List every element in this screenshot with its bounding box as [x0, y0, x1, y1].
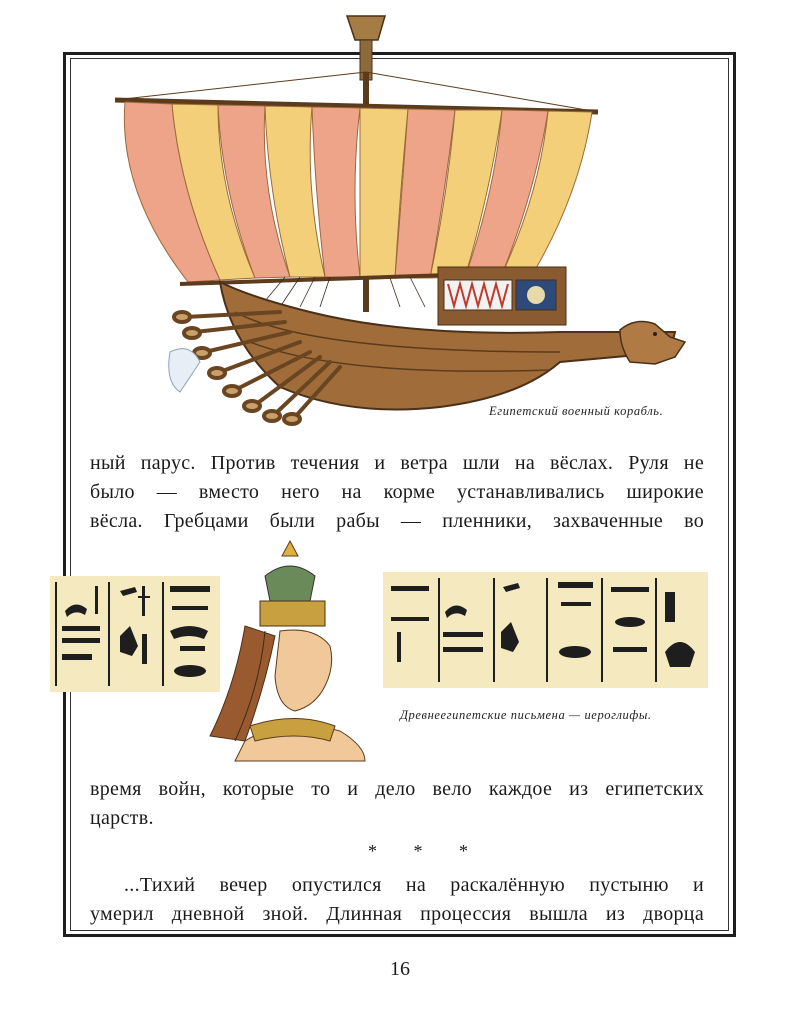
paragraph-1	[90, 449, 704, 536]
text-line: умерил дневной зной. Длинная процессия вышла из дворца	[90, 903, 704, 925]
text-line: вёсла. Гребцами были рабы — пленники, захваченные во	[90, 510, 704, 532]
page-number: 16	[390, 958, 410, 980]
paragraph-3	[90, 871, 704, 929]
paragraph-2	[90, 775, 704, 833]
text-line: царств.	[90, 807, 154, 829]
text-line: время войн, которые то и дело вело каждое из египетских	[90, 778, 704, 800]
hieroglyphs-left	[50, 576, 220, 692]
text-line: ...Тихий вечер опустился на раскалённую пустыню и	[124, 874, 704, 896]
text-line: ный парус. Против течения и ветра шли на вёслах. Руля не	[90, 452, 704, 474]
egyptian-warship-illustration	[110, 12, 710, 432]
section-separator: * * *	[368, 841, 484, 861]
egyptian-queen-illustration	[205, 536, 370, 766]
hieroglyph-panel-right	[383, 572, 708, 688]
hieroglyphs-caption: Древнеегипетские письмена — иероглифы.	[400, 708, 652, 722]
hieroglyphs-right	[383, 572, 708, 688]
text-line: было — вместо него на корме устанавливались широкие	[90, 481, 704, 503]
ship-caption: Египетский военный корабль.	[489, 404, 664, 418]
hieroglyph-panel-left	[50, 576, 220, 692]
